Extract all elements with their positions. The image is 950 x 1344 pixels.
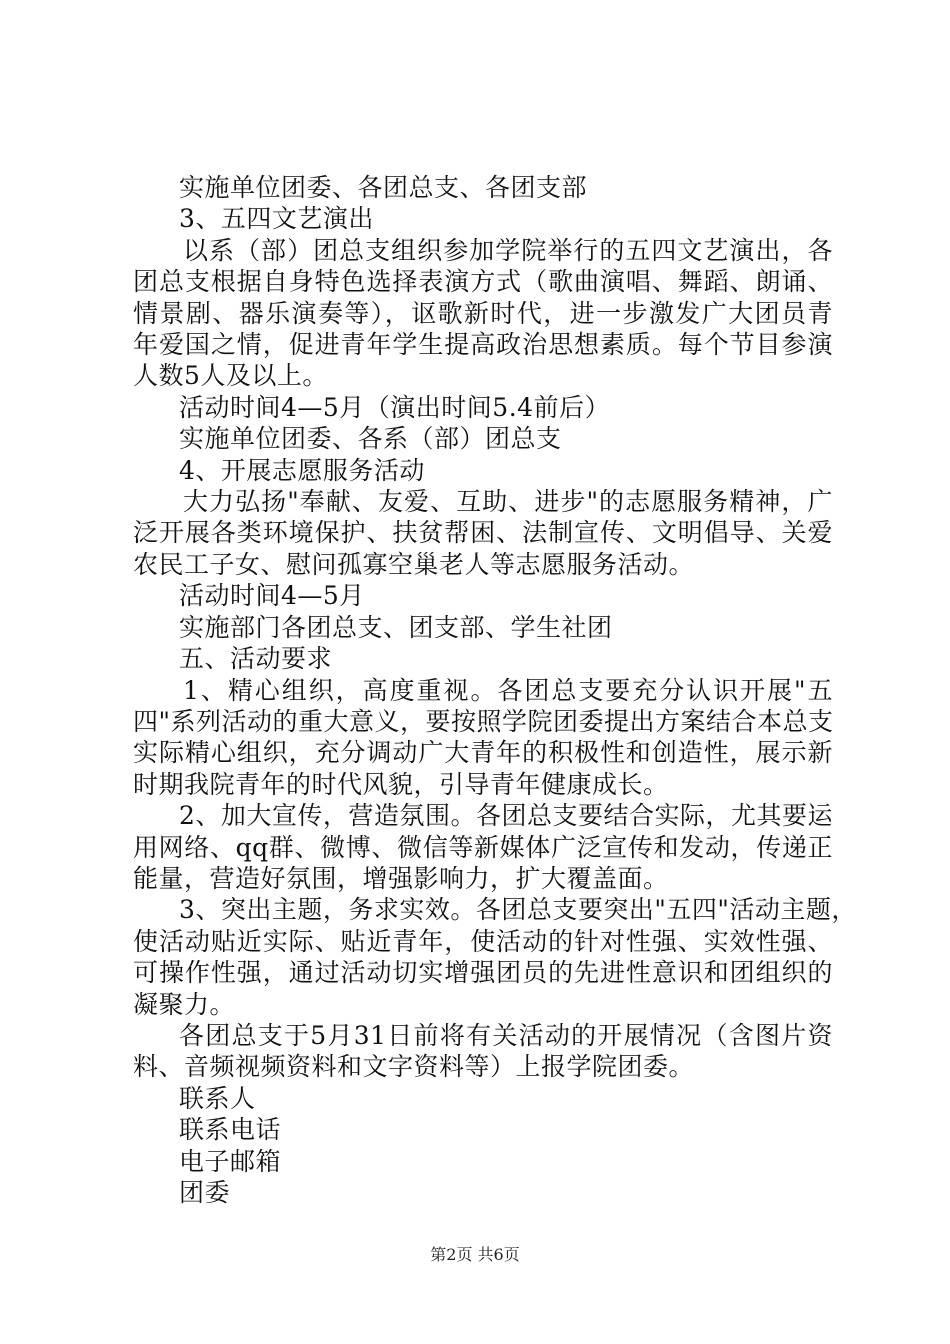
text-line: 各团总支于5月31日前将有关活动的开展情况（含图片资: [179, 1020, 833, 1050]
text-line: 活动时间4—5月（演出时间5.4前后）: [179, 392, 611, 422]
text-line: 时期我院青年的时代风貌，引导青年健康成长。: [133, 769, 669, 799]
text-line: 实施单位团委、各团总支、各团支部: [179, 173, 588, 202]
text-line: 实施单位团委、各系（部）团总支: [179, 424, 562, 454]
text-line: 泛开展各类环境保护、扶贫帮困、法制宣传、文明倡导、关爱: [133, 518, 833, 548]
text-line: 人数5人及以上。: [133, 361, 328, 391]
text-line: 活动时间4—5月: [179, 581, 365, 611]
text-line: 情景剧、器乐演奏等），讴歌新时代，进一步激发广大团员青: [133, 298, 833, 328]
text-line: 料、音频视频资料和文字资料等）上报学院团委。: [133, 1052, 695, 1082]
section-heading: 五、活动要求: [179, 644, 333, 674]
document-body: [133, 172, 857, 1208]
email-label: 电子邮箱: [179, 1146, 282, 1176]
signature-label: 团委: [179, 1178, 231, 1207]
text-line: 用网络、qq群、微博、微信等新媒体广泛宣传和发动，传递正: [133, 832, 833, 862]
text-line: 以系（部）团总支组织参加学院举行的五四文艺演出，各: [183, 235, 833, 265]
text-line: 1、精心组织，高度重视。各团总支要充分认识开展"五: [183, 675, 833, 705]
text-line: 年爱国之情，促进青年学生提高政治思想素质。每个节目参演: [133, 330, 833, 360]
contact-phone-label: 联系电话: [179, 1115, 282, 1145]
text-line: 能量，营造好氛围，增强影响力，扩大覆盖面。: [133, 863, 669, 893]
text-line: 凝聚力。: [133, 989, 236, 1019]
section-heading: 4、开展志愿服务活动: [179, 455, 425, 485]
text-line: 四"系列活动的重大意义，要按照学院团委提出方案结合本总支: [133, 706, 834, 736]
text-line: 大力弘扬"奉献、友爱、互助、进步"的志愿服务精神，广: [183, 487, 833, 517]
text-line: 使活动贴近实际、贴近青年，使活动的针对性强、实效性强、: [133, 926, 833, 956]
text-line: 2、加大宣传，营造氛围。各团总支要结合实际，尤其要运: [179, 801, 833, 831]
text-line: 农民工子女、慰问孤寡空巢老人等志愿服务活动。: [133, 549, 695, 579]
text-line: 3、突出主题，务求实效。各团总支要突出"五四"活动主题，: [179, 895, 857, 925]
text-line: 可操作性强，通过活动切实增强团员的先进性意识和团组织的: [133, 958, 833, 988]
contact-person-label: 联系人: [179, 1083, 256, 1113]
page-number-footer: 第2页 共6页: [430, 1245, 520, 1264]
section-heading: 3、五四文艺演出: [179, 204, 374, 234]
text-line: 团总支根据自身特色选择表演方式（歌曲演唱、舞蹈、朗诵、: [133, 267, 833, 297]
text-line: 实施部门各团总支、团支部、学生社团: [179, 612, 613, 642]
text-line: 实际精心组织，充分调动广大青年的积极性和创造性，展示新: [133, 738, 833, 768]
